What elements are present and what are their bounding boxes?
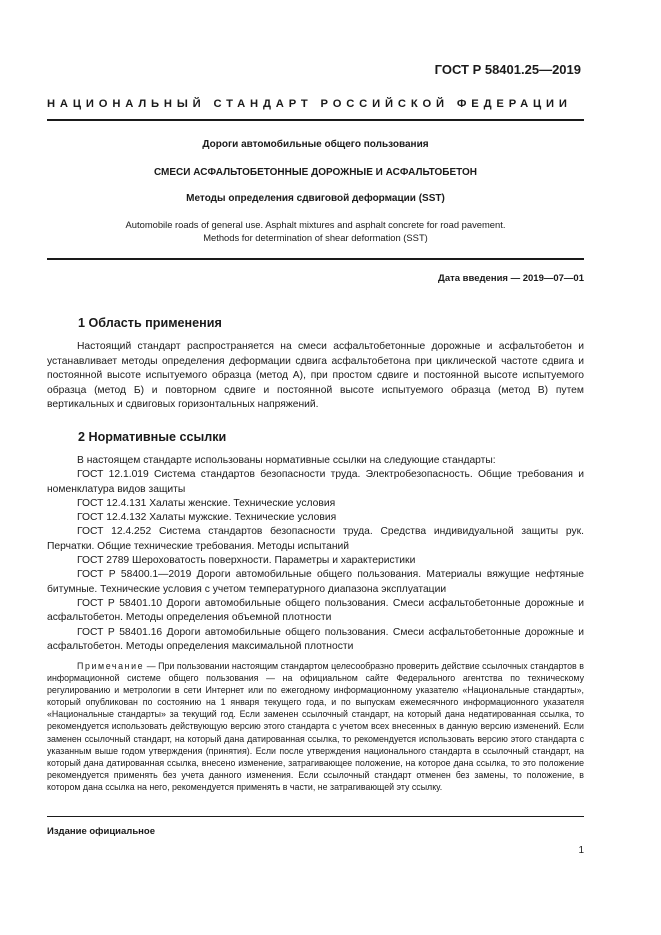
note-text: — При пользовании настоящим стандартом целесообразно проверить действие ссылочных стандартов в информационной системе общего пользования — на официальном сайте Федерального агентства по техническому регулированию и метрологии в сети Интернет или по ежегодному информационному указателю «Национальные стандарты», который опубликован по состоянию на 1 января текущего года, и по выпускам ежемесячного информационного указателя «Национальные стандарты» за текущий год. Если заменен ссылочный стандарт, на который дана недатированная ссылка, то рекомендуется использовать действующую версию этого стандарта с учетом всех внесенных в данную версию изменений. Если заменен ссылочный стандарт, на который дана датированная ссылка, то рекомендуется использовать версию этого стандарта с указанным выше годом утверждения (принятия). Если после утверждения национального стандарта в ссылочный стандарт, на который дана датированная ссылка, внесено изменение, затрагивающее положение, на которое дана ссылка, то это положение рекомендуется применять без учета данного изменения. Если ссылочный стандарт отменен без замены, то положение, в котором дана ссылка на него, рекомендуется применять в части, не затрагивающей эту ссылку. [47,661,584,792]
introduction-date: Дата введения — 2019—07—01 [438,273,584,284]
document-number: ГОСТ Р 58401.25—2019 [434,62,581,77]
title-line-1: Дороги автомобильные общего пользования [202,139,429,150]
title-line-3: Методы определения сдвиговой деформации (SST) [186,193,445,204]
reference-item: ГОСТ Р 58401.10 Дороги автомобильные общего пользования. Смеси асфальтобетонные дорожные и асфальтобетон. Методы определения объемной плотности [47,597,584,624]
national-standard-banner: НАЦИОНАЛЬНЫЙ СТАНДАРТ РОССИЙСКОЙ ФЕДЕРАЦИИ [47,98,572,110]
reference-note [47,660,584,793]
section-1-text [47,340,584,413]
reference-item: ГОСТ 2789 Шероховатость поверхности. Параметры и характеристики [77,555,416,567]
reference-item: ГОСТ 12.1.019 Система стандартов безопасности труда. Электробезопасность. Общие требования и номенклатура видов защиты [47,469,584,495]
reference-item: ГОСТ 12.4.252 Система стандартов безопасности труда. Средства индивидуальной защиты рук. Перчатки. Общие технические требования. Методы испытаний [47,526,584,552]
section-1-heading: 1 Область применения [78,316,222,330]
header-divider [47,119,584,121]
note-label: Примечание [77,661,145,671]
reference-item: ГОСТ 12.4.131 Халаты женские. Технические условия [77,497,336,509]
page-number: 1 [578,845,584,856]
section-2-heading: 2 Нормативные ссылки [78,430,227,444]
english-title-2: Methods for determination of shear deformation (SST) [203,232,428,243]
official-edition-label: Издание официальное [47,826,155,837]
section-1-paragraph: Настоящий стандарт распространяется на смеси асфальтобетонные дорожные и асфальтобетон и устанавливает методы определения деформации сдвига асфальтобетона при циклической частоте сдвига и постоянной высоте испытуемого образца (метод А), при простом сдвиге и постоянной высоте испытуемого образца (метод Б) и повторном сдвиге и постоянной высоте испытуемого образца (метод В) путем вертикальных и сдвиговых горизонтальных напряжений. [47,341,584,410]
reference-item: ГОСТ Р 58401.16 Дороги автомобильные общего пользования. Смеси асфальтобетонные дорожные и асфальтобетон. Методы определения максимальной плотности [47,626,584,652]
title-divider [47,258,584,260]
title-line-2: СМЕСИ АСФАЛЬТОБЕТОННЫЕ ДОРОЖНЫЕ И АСФАЛЬТОБЕТОН [153,167,478,178]
reference-item: ГОСТ Р 58400.1—2019 Дороги автомобильные общего пользования. Материалы вяжущие нефтяные битумные. Технические условия с учетом температурного диапазона эксплуатации [47,569,584,595]
english-title-1: Automobile roads of general use. Asphalt mixtures and asphalt concrete for road pavement. [125,219,506,230]
normative-references [47,454,584,654]
references-intro: В настоящем стандарте использованы нормативные ссылки на следующие стандарты: [77,455,496,466]
reference-item: ГОСТ 12.4.132 Халаты мужские. Технические условия [77,512,337,524]
footer-divider [47,816,584,817]
